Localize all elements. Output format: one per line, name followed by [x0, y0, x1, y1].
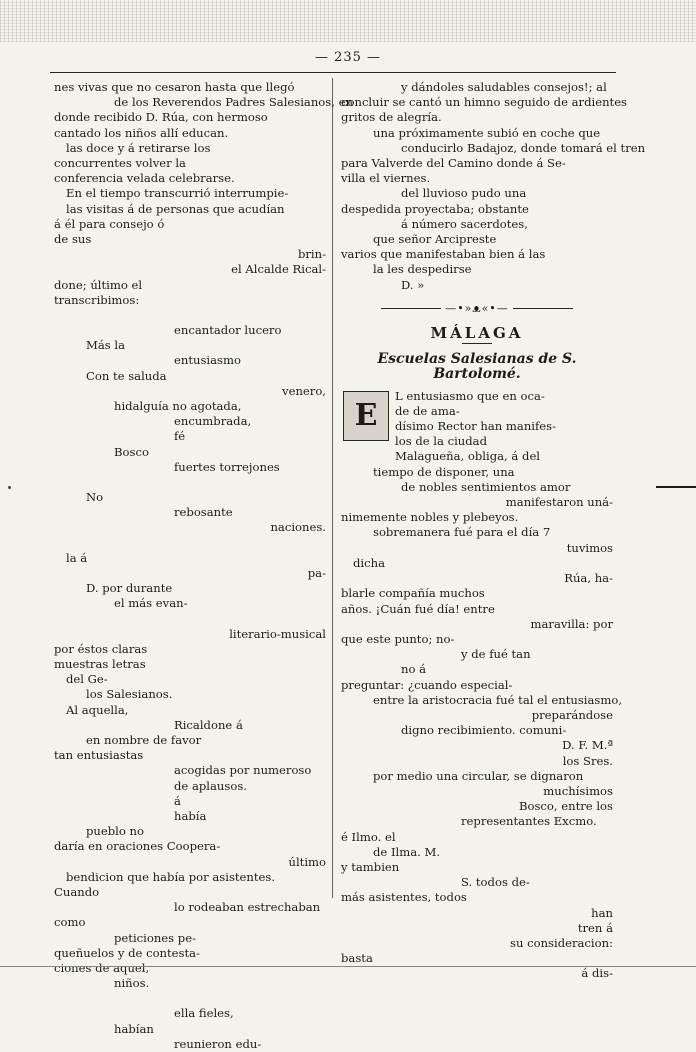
text-line: conducirlo Badajoz, donde tomará el tren: [401, 140, 646, 155]
text-line: queñuelos y de contesta-: [54, 945, 200, 960]
dropcap-paragraph: [341, 389, 613, 465]
text-line: literario-musical: [229, 626, 326, 641]
text-line: á: [174, 793, 181, 808]
text-line: como: [54, 915, 86, 930]
left-column: [54, 80, 353, 1052]
text-line: encumbrada,: [174, 414, 252, 429]
text-line: lo rodeaban estrechaban: [174, 900, 321, 915]
text-line: preguntar: ¿cuando especial-: [341, 677, 513, 692]
text-line: reunieron edu-: [174, 1036, 262, 1051]
text-line: para Valverde del Camino donde á Se-: [341, 156, 566, 171]
text-line: villa el viernes.: [341, 171, 431, 186]
text-line: su consideracion:: [510, 935, 613, 950]
text-line: dísimo Rector han manifes-: [395, 419, 557, 434]
text-line: [54, 536, 326, 551]
section-subtitle: Escuelas Salesianas de S. Bartolomé.: [377, 351, 577, 383]
header-rule: [50, 72, 616, 73]
text-line: acogidas por numeroso: [174, 763, 312, 778]
text-line: no á: [401, 662, 427, 677]
text-line: sobremanera fué para el día 7: [373, 525, 551, 540]
text-line: tiempo de disponer, una: [373, 464, 515, 479]
text-line: pueblo no: [86, 824, 144, 839]
text-line: gritos de alegría.: [341, 110, 442, 125]
text-line: ella fieles,: [174, 1006, 234, 1021]
text-line: peticiones pe-: [114, 930, 196, 945]
text-line: una próximamente subió en coche que: [373, 125, 601, 140]
text-line: entusiasmo: [174, 353, 241, 368]
text-line: [54, 612, 326, 627]
text-line: blarle compañía muchos: [341, 586, 485, 601]
text-line: de sus: [54, 232, 92, 247]
scan-noise-band: [0, 0, 696, 42]
text-line: transcribimos:: [54, 292, 140, 307]
text-line: [54, 308, 326, 323]
text-line: último: [288, 854, 326, 869]
text-line: nes vivas que no cesaron hasta que llegó: [54, 80, 295, 94]
text-line: años. ¡Cuán fué día! entre: [341, 601, 495, 616]
text-line: ciones de aquel,: [54, 960, 150, 975]
text-line: Ricaldone á: [174, 717, 243, 732]
text-line: Malagueña, obliga, á del: [395, 449, 541, 464]
text-line: naciones.: [270, 520, 326, 535]
text-line: L entusiasmo que en oca-: [395, 388, 545, 403]
text-line: que señor Arcipreste: [373, 232, 497, 247]
text-line: daría en oraciones Coopera-: [54, 839, 221, 854]
text-line: de nobles sentimientos amor: [401, 479, 571, 494]
edge-mark: [656, 486, 696, 488]
text-line: No: [86, 490, 104, 505]
text-line: tuvimos: [566, 540, 613, 555]
text-line: de Ilma. M.: [373, 844, 441, 859]
text-line: brin-: [297, 247, 326, 262]
text-line: que este punto; no-: [341, 631, 455, 646]
text-line: entre la aristocracia fué tal el entusiasmo,: [373, 692, 623, 707]
text-line: muestras letras: [54, 656, 146, 671]
text-line: á número sacerdotes,: [401, 216, 528, 231]
text-line: por medio una circular, se dignaron: [373, 768, 584, 783]
text-line: Rúa, ha-: [564, 571, 613, 586]
text-line: Más la: [86, 338, 126, 353]
section-title: MÁLAGA: [430, 324, 524, 343]
text-line: y tambien: [341, 859, 400, 874]
text-line: bendicion que había por asistentes.: [66, 869, 276, 884]
text-line: el Alcalde Rical-: [231, 262, 326, 277]
text-line: hidalguía no agotada,: [114, 399, 242, 414]
page-bottom-edge: [0, 966, 696, 967]
text-line: niños.: [114, 976, 150, 991]
text-line: han: [591, 905, 613, 920]
text-line: la á: [66, 550, 88, 565]
text-line: á dis-: [581, 966, 613, 981]
margin-mark: [8, 486, 11, 489]
text-line: las visitas á de personas que acudían: [66, 201, 285, 216]
text-line: habían: [114, 1021, 154, 1036]
text-line: tren á: [577, 920, 613, 935]
text-line: y de fué tan: [461, 647, 531, 662]
page-number: — 235 —: [314, 50, 382, 65]
text-line: done; último el: [54, 277, 143, 292]
text-line: preparándose: [531, 707, 613, 722]
text-line: Bosco, entre los: [518, 799, 613, 814]
text-line: el más evan-: [114, 596, 188, 611]
text-line: D. F. M.ª: [562, 738, 613, 753]
text-line: despedida proyectaba; obstante: [341, 201, 529, 216]
text-line: Al aquella,: [66, 702, 129, 717]
text-line: por éstos claras: [54, 641, 148, 656]
text-line: muchísimos: [543, 783, 613, 798]
text-line: la les despedirse: [373, 262, 472, 277]
text-line: pa-: [307, 565, 326, 580]
ornament-bar-right: [513, 308, 573, 309]
text-line: del lluvioso pudo una: [401, 186, 527, 201]
text-line: rebosante: [174, 505, 233, 520]
text-line: dicha: [353, 555, 386, 570]
text-line: en nombre de favor: [86, 732, 202, 747]
text-line: y dándoles saludables consejos!; al: [401, 80, 607, 94]
ornament-glyph: —•»ᴥ«•—: [445, 301, 509, 315]
text-line: del Ge-: [66, 672, 108, 687]
text-line: basta: [341, 951, 373, 966]
text-line: é Ilmo. el: [341, 829, 396, 844]
text-line: D. »: [401, 277, 425, 292]
text-line: representantes Excmo.: [461, 814, 597, 829]
text-line: de de ama-: [395, 403, 460, 418]
text-line: los Salesianos.: [86, 687, 173, 702]
text-line: Con te saluda: [86, 368, 167, 383]
text-line: [54, 991, 326, 1006]
text-line: los Sres.: [562, 753, 613, 768]
dropcap-letter: E: [343, 391, 389, 441]
ornament-bar-left: [381, 308, 441, 309]
right-column-top-text: [341, 80, 646, 293]
text-line: Bosco: [114, 444, 149, 459]
text-line: maravilla: por: [530, 616, 613, 631]
text-line: de los Reverendos Padres Salesianos, en: [114, 95, 353, 110]
text-line: concurrentes volver la: [54, 156, 186, 171]
text-line: donde recibido D. Rúa, con hermoso: [54, 110, 268, 125]
text-line: había: [174, 808, 207, 823]
text-line: concluir se cantó un himno seguido de ardientes: [341, 95, 627, 110]
text-line: [54, 475, 326, 490]
text-line: encantador lucero: [174, 323, 282, 338]
text-line: venero,: [282, 383, 326, 398]
text-line: manifestaron uná-: [505, 495, 613, 510]
text-line: En el tiempo transcurrió interrumpie-: [66, 186, 289, 201]
column-divider: [332, 78, 333, 898]
text-line: D. por durante: [86, 581, 173, 596]
text-line: de aplausos.: [174, 778, 247, 793]
text-line: los de la ciudad: [395, 434, 488, 449]
text-line: varios que manifestaban bien á las: [341, 247, 546, 262]
text-line: á él para consejo ó: [54, 216, 165, 231]
title-rule: [462, 343, 492, 344]
text-line: tan entusiastas: [54, 748, 144, 763]
section-ornament: [341, 301, 613, 316]
text-line: más asistentes, todos: [341, 890, 467, 905]
text-line: S. todos de-: [461, 875, 530, 890]
text-line: cantado los niños allí educan.: [54, 125, 229, 140]
text-line: las doce y á retirarse los: [66, 140, 211, 155]
text-line: fé: [174, 429, 186, 444]
text-line: fuertes torrejones: [174, 459, 280, 474]
text-line: digno recibimiento. comuni-: [401, 723, 567, 738]
right-column-body-text: [341, 464, 623, 982]
right-column: [341, 80, 646, 982]
text-line: Cuando: [54, 884, 100, 899]
text-line: nimemente nobles y plebeyos.: [341, 510, 519, 525]
text-line: conferencia velada celebrarse.: [54, 171, 235, 186]
